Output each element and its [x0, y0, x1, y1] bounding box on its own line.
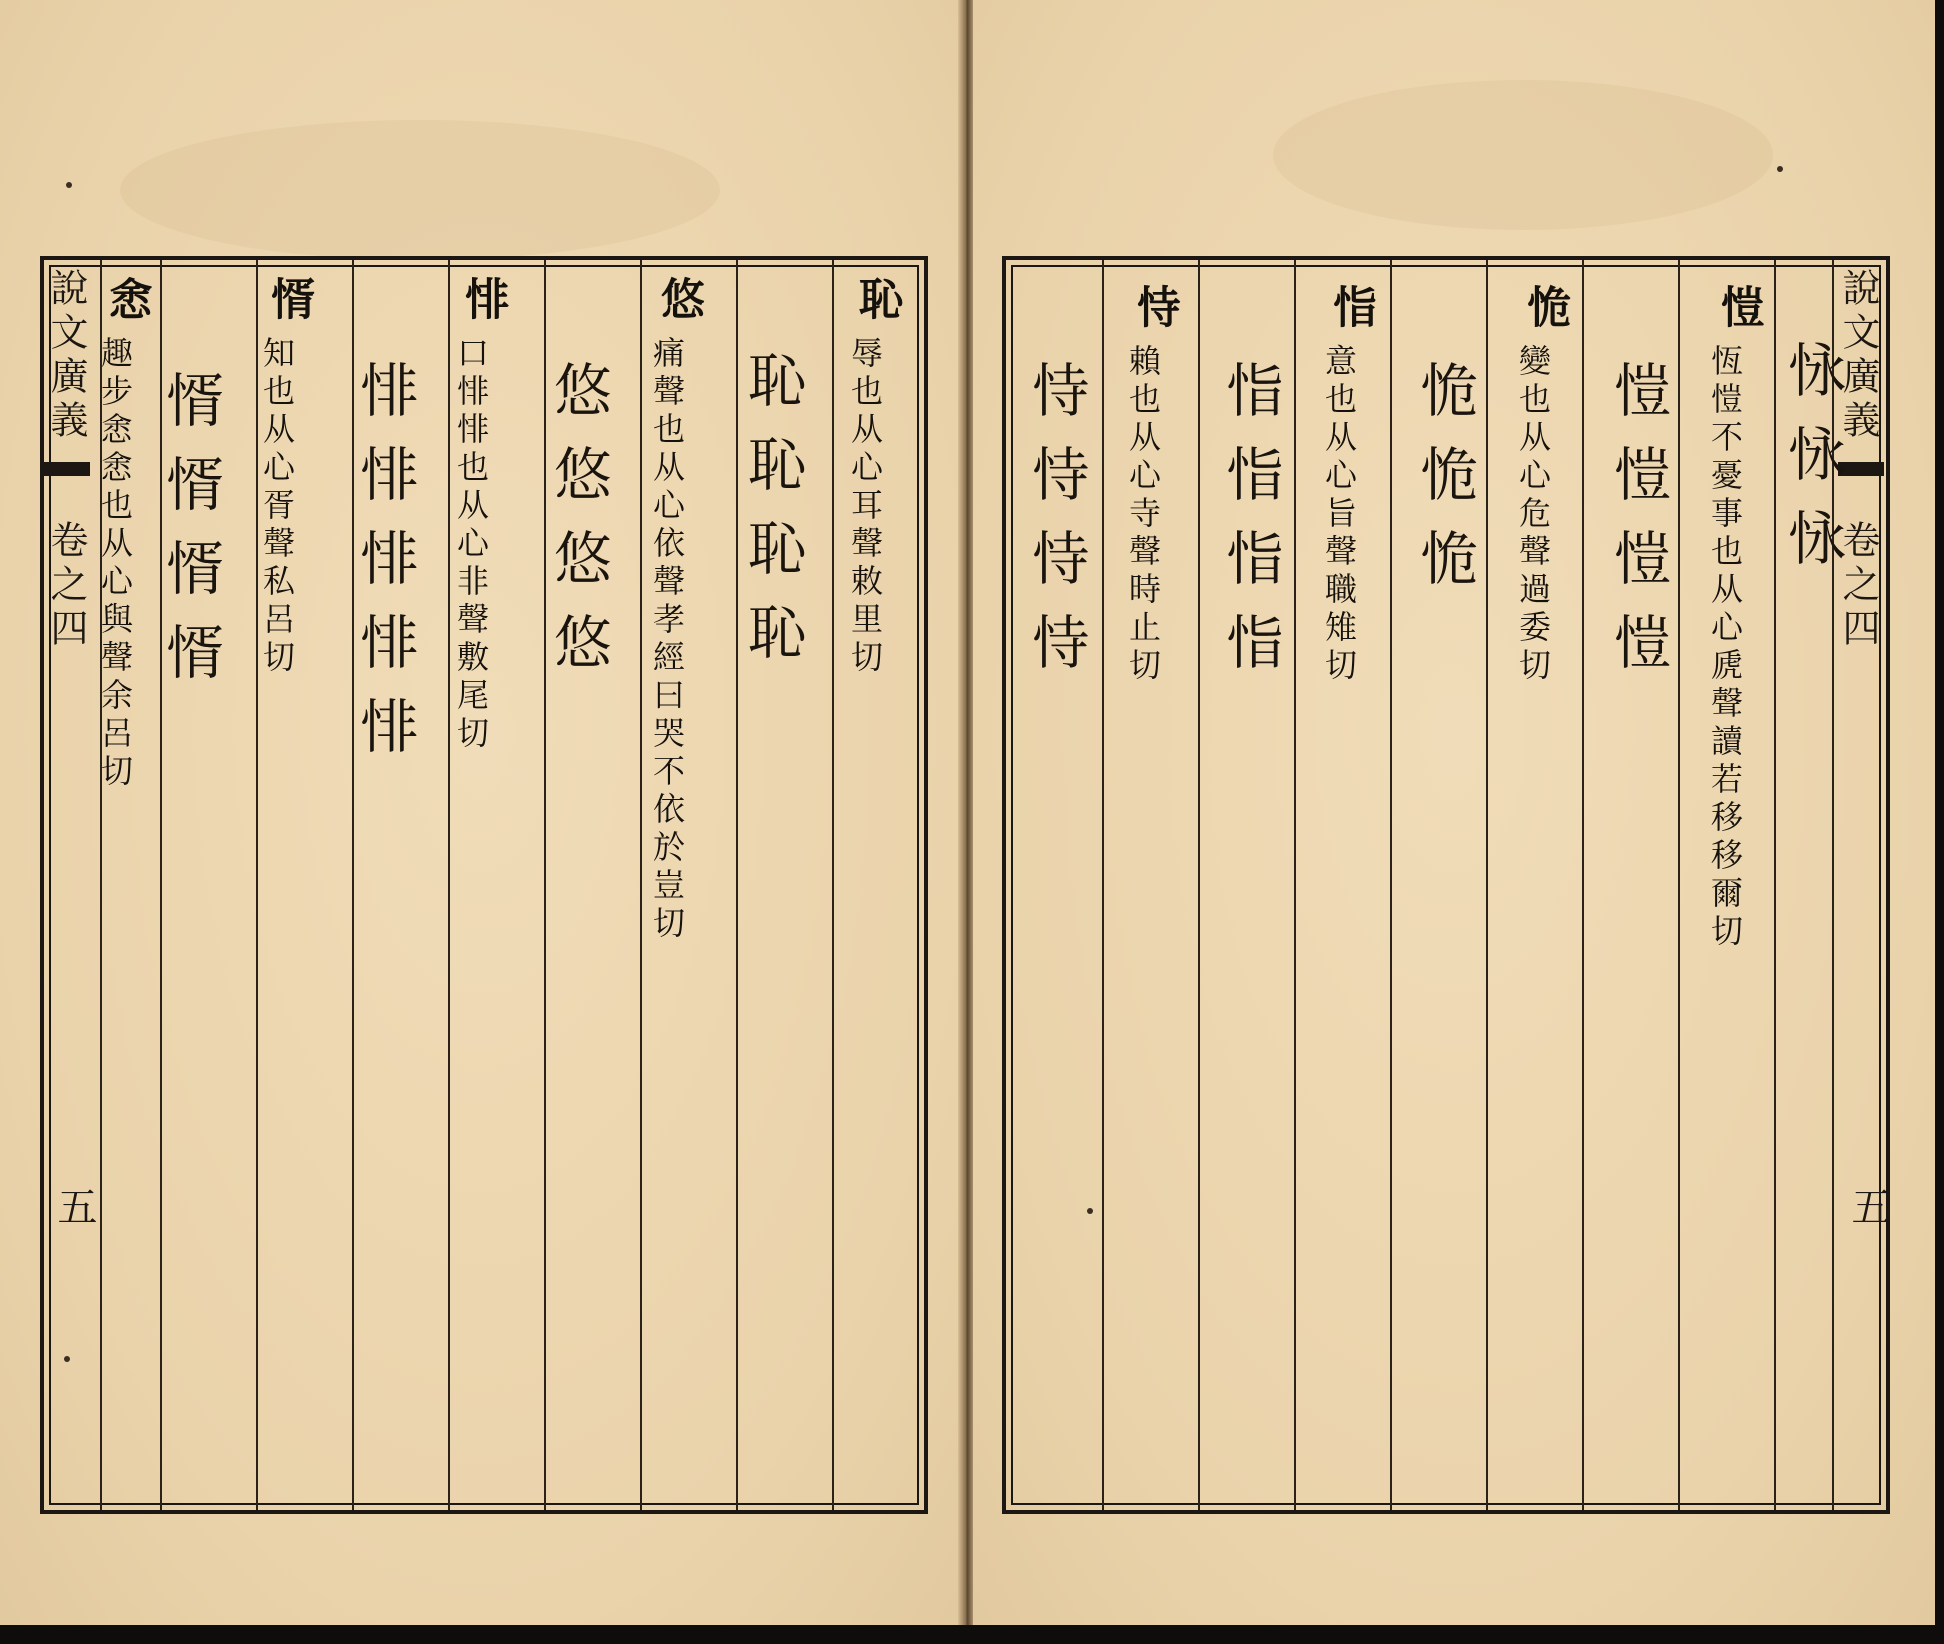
- left-page-number: 五: [51, 1186, 97, 1226]
- entry-gloss: 知也从心胥聲私呂切: [258, 336, 296, 678]
- seal-script-forms: 悠悠悠悠: [544, 360, 612, 696]
- ink-dot: [1777, 166, 1783, 172]
- column-rule: [832, 260, 834, 1510]
- entry-head-char: 悱: [457, 276, 508, 324]
- right-margin-volume: 卷之四: [1836, 520, 1880, 652]
- column-rule: [640, 260, 642, 1510]
- entry-head-char: 恑: [1519, 284, 1570, 332]
- entry-head-char: 恃: [1129, 284, 1180, 332]
- entry-head-char: 㥠: [263, 276, 314, 324]
- seal-script-forms: 恃恃恃恃: [1022, 360, 1090, 696]
- right-margin-title: 說文廣義: [1836, 268, 1880, 444]
- entry-gloss: 變也从心危聲過委切: [1514, 344, 1552, 686]
- left-margin-volume: 卷之四: [44, 520, 88, 652]
- column-rule: [1582, 260, 1584, 1510]
- column-rule: [1486, 260, 1488, 1510]
- entry-head-char: 恉: [1325, 284, 1376, 332]
- entry-head-char: 恥: [851, 276, 902, 324]
- entry-gloss: 痛聲也从心依聲孝經曰哭不依於豈切: [648, 336, 686, 944]
- seal-script-forms: 愷愷愷愷: [1604, 360, 1672, 696]
- column-rule: [448, 260, 450, 1510]
- seal-script-forms: 恥恥恥恥: [738, 350, 806, 686]
- fish-tail-mark: [44, 462, 90, 490]
- seal-script-forms: 恉恉恉恉: [1216, 360, 1284, 696]
- entry-gloss: 辱也从心耳聲敕里切: [846, 336, 884, 678]
- column-rule: [1678, 260, 1680, 1510]
- seal-script-forms: 恑恑恑: [1410, 360, 1478, 612]
- entry-gloss: 趣步悆悆也从心與聲余呂切: [96, 336, 134, 792]
- entry-head-char: 悆: [101, 276, 152, 324]
- paper-stain: [1273, 80, 1773, 230]
- entry-gloss: 恆愷不憂事也从心虒聲讀若移移爾切: [1706, 344, 1744, 952]
- seal-script-forms: 怺怺怺: [1778, 340, 1846, 592]
- paper-stain: [120, 120, 720, 260]
- entry-gloss: 口悱悱也从心非聲敷尾切: [452, 336, 490, 754]
- column-rule: [1102, 260, 1104, 1510]
- entry-head-char: 愷: [1713, 284, 1764, 332]
- column-rule: [1294, 260, 1296, 1510]
- column-rule: [1774, 260, 1776, 1510]
- right-page-number: 五: [1845, 1186, 1891, 1226]
- entry-gloss: 賴也从心寺聲時止切: [1124, 344, 1162, 686]
- column-rule: [1198, 260, 1200, 1510]
- ink-dot: [66, 182, 72, 188]
- seal-script-forms: 悱悱悱悱悱: [350, 360, 418, 780]
- entry-gloss: 意也从心旨聲職雉切: [1320, 344, 1358, 686]
- seal-script-forms: 㥠㥠㥠㥠: [156, 370, 224, 706]
- entry-head-char: 悠: [653, 276, 704, 324]
- left-margin-title: 說文廣義: [44, 268, 88, 444]
- column-rule: [1390, 260, 1392, 1510]
